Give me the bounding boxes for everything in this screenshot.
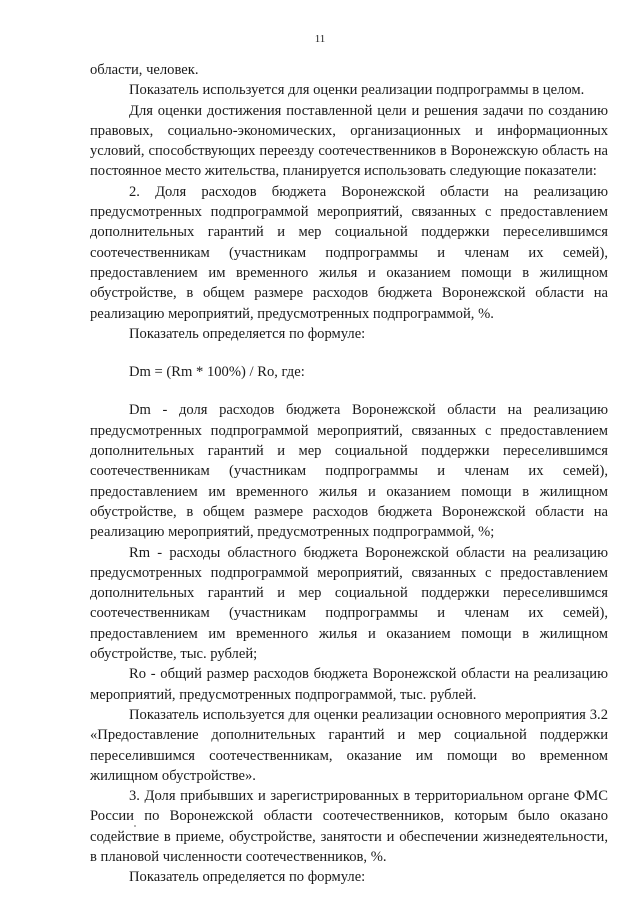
paragraph-formula-intro: Показатель определяется по формуле: (129, 325, 366, 342)
paragraph-intro: Для оценки достижения поставленной цели и решения задачи по созданию правовых, социально-экономических, организационных и информационных условий, способствующих переезду соотечественников в Воронежскую область на постоянное место жительства, планируется использовать следующие показатели: (90, 102, 608, 180)
page-number: 11 (314, 33, 326, 45)
paragraph-continuation: области, человек. (90, 62, 199, 78)
definition-ro: Ro - общий размер расходов бюджета Воронежской области на реализацию мероприятий, предусмотренных подпрограммой, тыс. рублей. (90, 666, 608, 703)
scan-speck (134, 825, 136, 827)
paragraph-indicator-3: 3. Доля прибывших и зарегистрированных в территориальном органе ФМС России по Воронежской области соотечественников, которым было оказано содействие в приеме, обустройстве, занятости и обеспечении жизнедеятельности, в плановой численности соотечественников, %. (90, 788, 608, 865)
formula: Dm = (Rm * 100%) / Ro, где: (129, 364, 305, 381)
paragraph-formula-intro-2: Показатель определяется по формуле: (129, 869, 366, 886)
definition-dm: Dm - доля расходов бюджета Воронежской области на реализацию предусмотренных подпрограммой мероприятий, связанных с предоставлением дополнительных гарантий и мер социальной поддержки переселившимся соотечественникам (участникам подпрограммы и членам их семей), предоставлением им временного жилья и оказанием помощи в жилищном обустройстве, в общем размере расходов бюджета Воронежской области на реализацию мероприятий, предусмотренных подпрограммой, %; (90, 402, 608, 541)
paragraph-indicator-usage: Показатель используется для оценки реализации подпрограммы в целом. (129, 82, 585, 99)
paragraph-indicator-2: 2. Доля расходов бюджета Воронежской области на реализацию предусмотренных подпрограммой мероприятий, связанных с предоставлением дополнительных гарантий и мер социальной поддержки переселившимся соотечественникам (участникам подпрограммы и членам их семей), предоставлением им временного жилья и оказанием помощи в жилищном обустройстве, в общем размере расходов бюджета Воронежской области на реализацию мероприятий, предусмотренных подпрограммой, %. (90, 183, 608, 322)
paragraph-indicator-usage-3-2: Показатель используется для оценки реализации основного мероприятия 3.2 «Предоставление дополнительных гарантий и мер социальной поддержки переселившимся соотечественникам, оказание им помощи во временном жилищном обустройстве». (90, 706, 608, 784)
definition-rm: Rm - расходы областного бюджета Воронежской области на реализацию предусмотренных подпрограммой мероприятий, связанных с предоставлением дополнительных гарантий и мер социальной поддержки переселившимся соотечественникам (участникам подпрограммы и членам их семей), предоставлением им временного жилья и оказанием помощи в жилищном обустройстве, тыс. рублей; (90, 544, 608, 663)
document-body (90, 60, 608, 888)
